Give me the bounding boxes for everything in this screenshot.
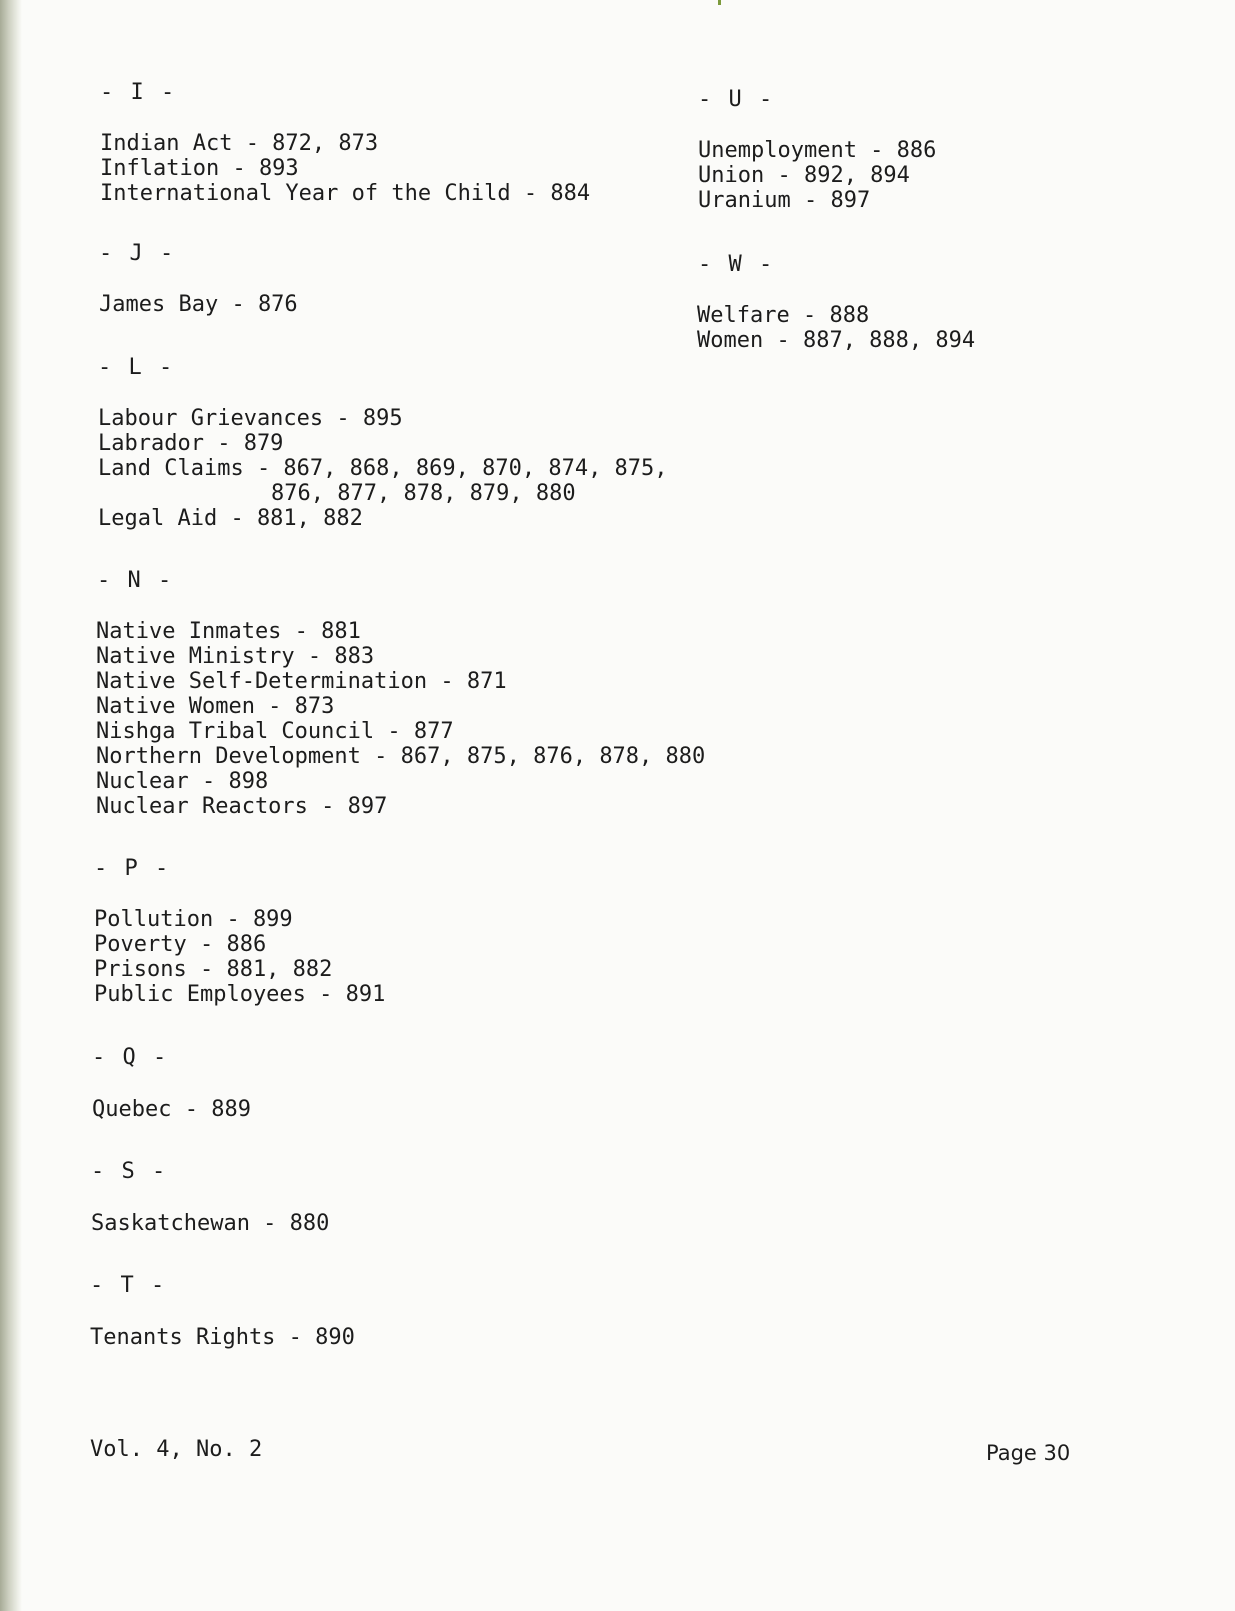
index-entry: Union - 892, 894: [698, 163, 910, 188]
volume-label: Vol. 4, No. 2: [90, 1437, 263, 1462]
index-entry-continuation: 876, 877, 878, 879, 880: [271, 481, 576, 506]
index-entry: Legal Aid - 881, 882: [98, 506, 363, 531]
index-entry: Inflation - 893: [100, 156, 299, 181]
top-mark: [718, 0, 721, 5]
index-entry: Native Ministry - 883: [96, 644, 375, 669]
index-entry: Labrador - 879: [98, 431, 284, 456]
page-number: Page 30: [986, 1441, 1071, 1465]
index-entry: Northern Development - 867, 875, 876, 878, 880: [96, 744, 706, 769]
index-entry: Public Employees - 891: [94, 982, 386, 1007]
index-entry: Unemployment - 886: [698, 138, 937, 163]
index-entry: Uranium - 897: [698, 188, 871, 213]
index-entry: Land Claims - 867, 868, 869, 870, 874, 875,: [98, 456, 668, 481]
index-entry: Indian Act - 872, 873: [100, 131, 379, 156]
section-heading-p: - P -: [94, 856, 171, 881]
page-binding-edge: [0, 0, 22, 1611]
index-entry: Women - 887, 888, 894: [697, 328, 976, 353]
section-heading-s: - S -: [91, 1159, 168, 1184]
section-heading-q: - Q -: [92, 1045, 169, 1070]
index-entry: Labour Grievances - 895: [98, 406, 403, 431]
section-heading-i: - I -: [100, 80, 177, 105]
section-heading-l: - L -: [98, 355, 175, 380]
index-entry: Quebec - 889: [92, 1097, 251, 1122]
section-heading-n: - N -: [97, 568, 174, 593]
index-entry: Prisons - 881, 882: [94, 957, 333, 982]
index-entry: Native Inmates - 881: [96, 619, 361, 644]
index-entry: Native Women - 873: [96, 694, 335, 719]
index-entry: Native Self-Determination - 871: [96, 669, 507, 694]
index-entry: Nuclear Reactors - 897: [96, 794, 388, 819]
index-entry: Nuclear - 898: [96, 769, 269, 794]
index-entry: Welfare - 888: [697, 303, 870, 328]
index-entry: Tenants Rights - 890: [90, 1325, 355, 1350]
index-entry: Nishga Tribal Council - 877: [96, 719, 454, 744]
index-entry: Poverty - 886: [94, 932, 267, 957]
index-entry: Pollution - 899: [94, 907, 293, 932]
section-heading-u: - U -: [698, 87, 775, 112]
section-heading-t: - T -: [90, 1273, 167, 1298]
section-heading-j: - J -: [99, 241, 176, 266]
index-entry: James Bay - 876: [99, 292, 298, 317]
section-heading-w: - W -: [698, 252, 775, 277]
index-entry: Saskatchewan - 880: [91, 1211, 330, 1236]
index-entry: International Year of the Child - 884: [100, 181, 591, 206]
